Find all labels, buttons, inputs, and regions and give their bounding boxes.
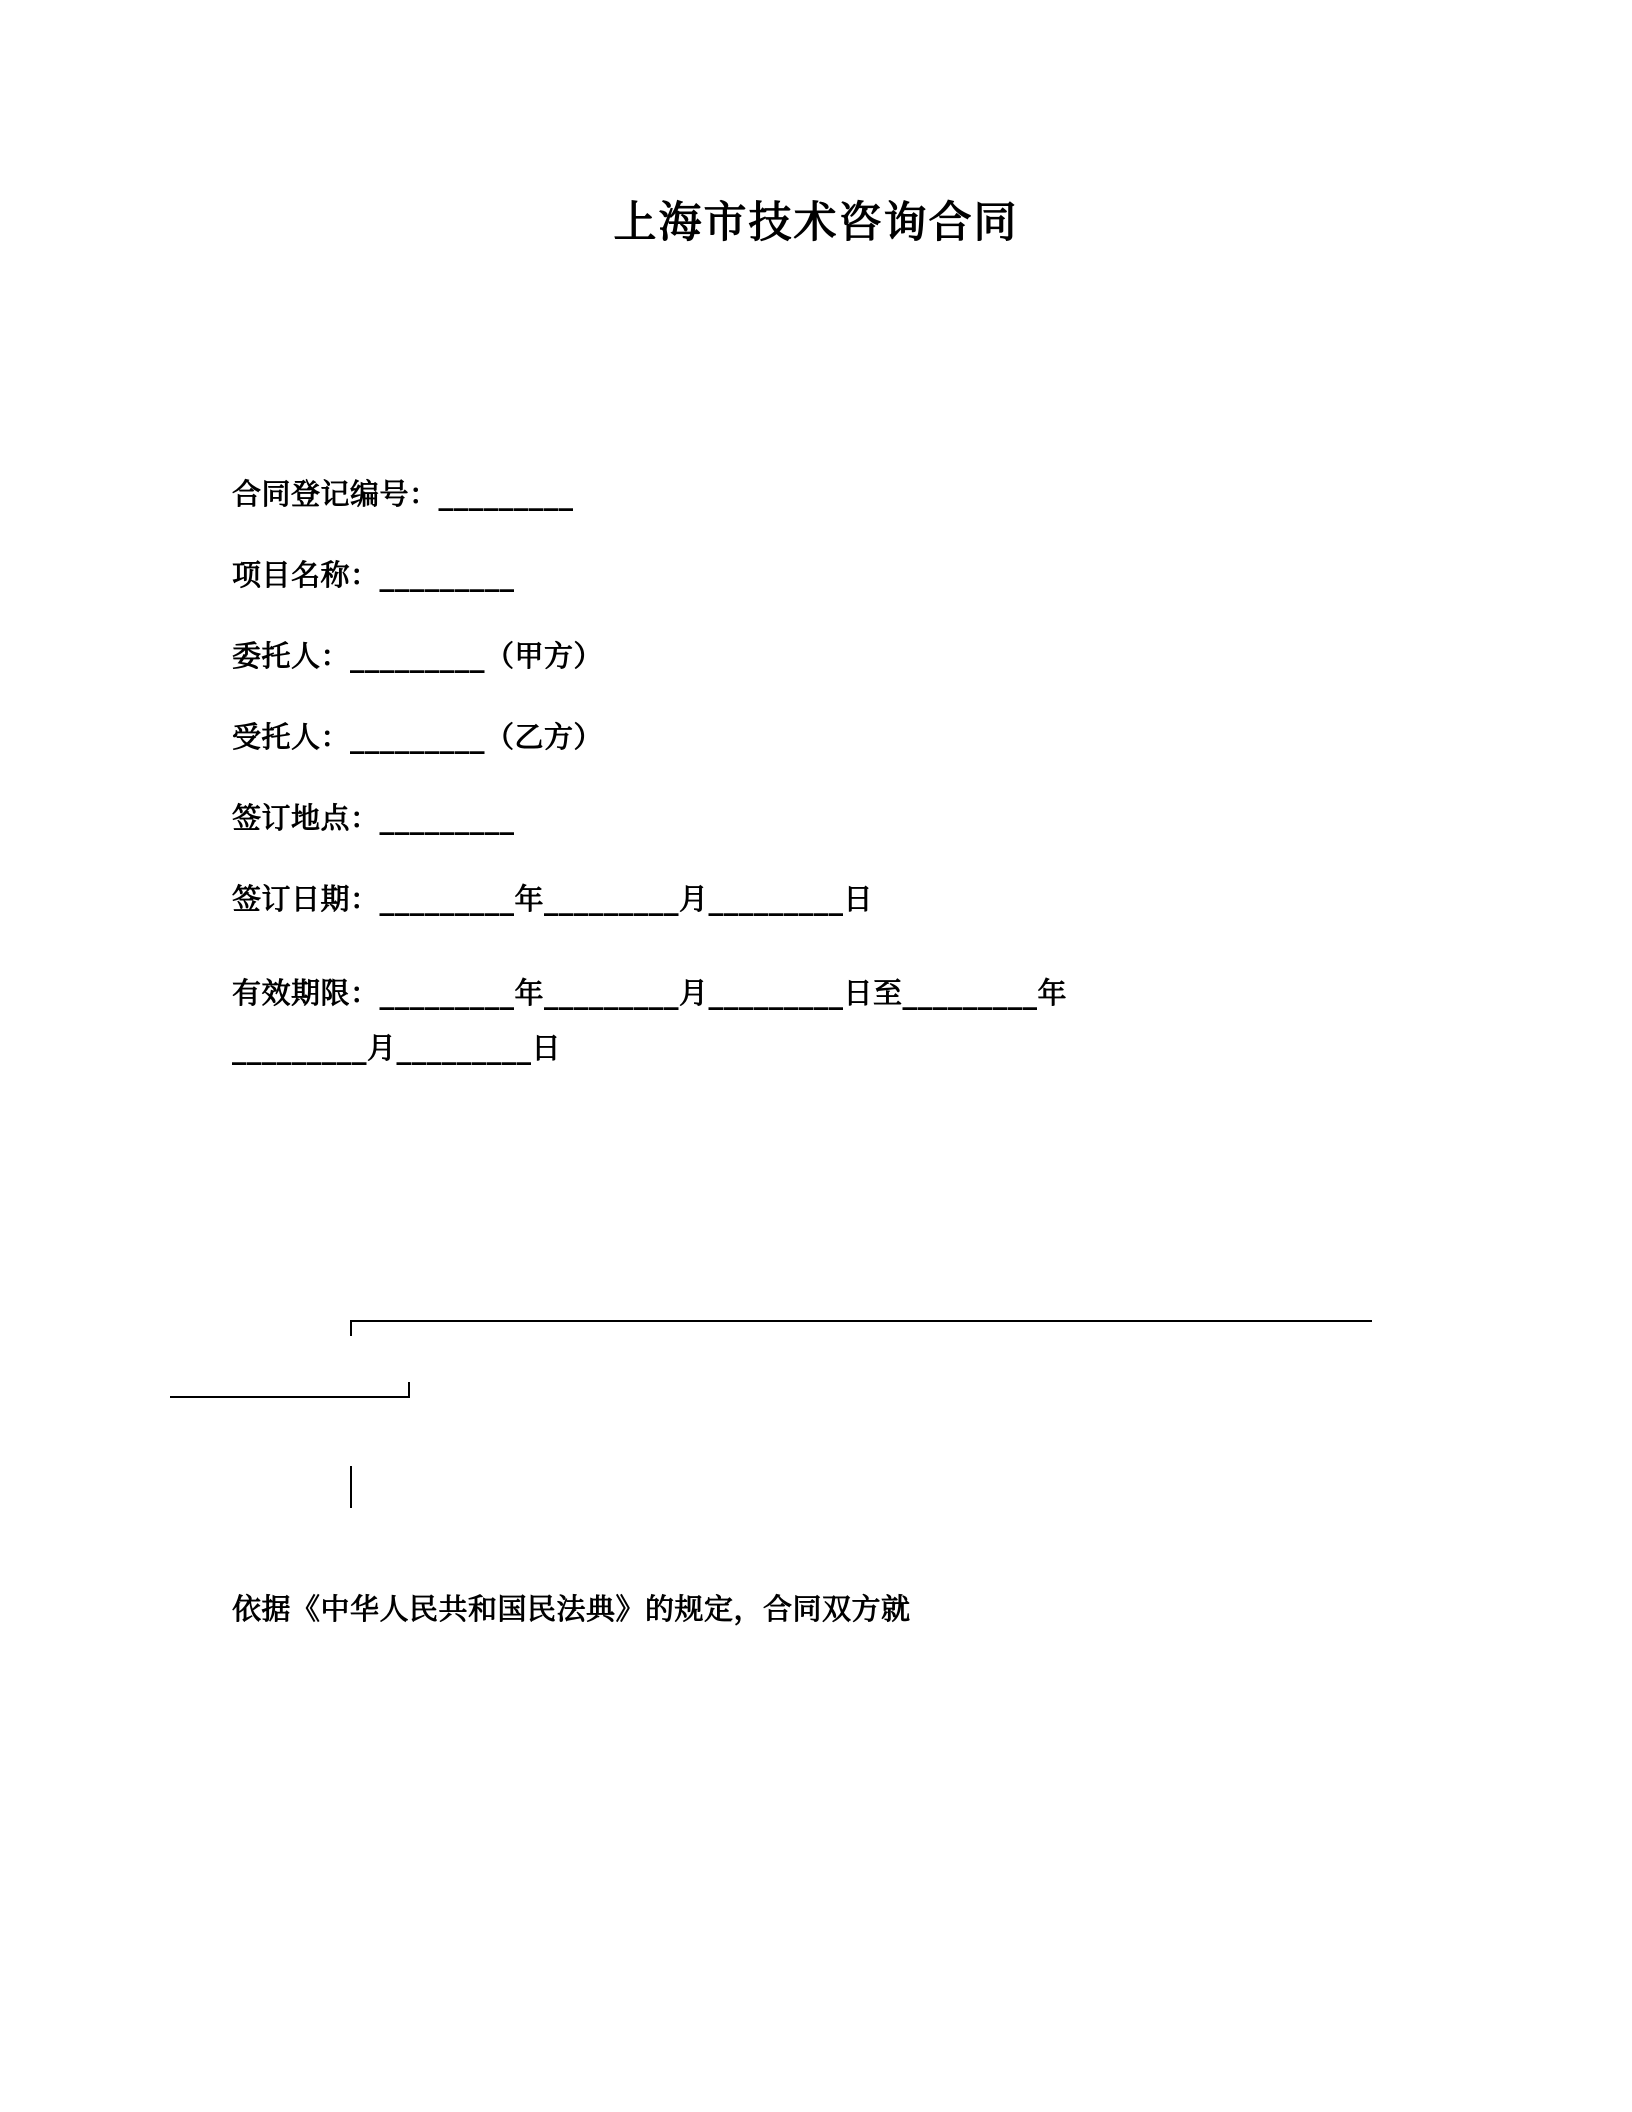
contract-fields (232, 477, 1412, 1076)
field-validity-period: 有效期限：_________年_________月_________日至_________年_________月_________日 (232, 976, 1068, 1066)
field-contract-registration-number: 合同登记编号：_________ (232, 477, 574, 511)
field-signing-date: 签订日期：_________年_________月_________日 (232, 882, 874, 916)
rule-tick-bottom (350, 1466, 352, 1508)
decorative-rules (232, 1320, 1412, 1530)
body-paragraph: 依据《中华人民共和国民法典》的规定，合同双方就 (232, 1592, 911, 1626)
field-signing-place: 签订地点：_________ (232, 801, 515, 835)
rule-tick-top (350, 1320, 352, 1336)
field-trustee-party-b: 受托人：_________（乙方） (232, 720, 604, 754)
horizontal-rule-top (350, 1320, 1372, 1322)
field-project-name: 项目名称：_________ (232, 558, 515, 592)
field-client-party-a: 委托人：_________（甲方） (232, 639, 604, 673)
horizontal-rule-middle (170, 1396, 410, 1398)
page-title: 上海市技术咨询合同 (613, 198, 1019, 248)
rule-tick-middle (408, 1382, 410, 1398)
